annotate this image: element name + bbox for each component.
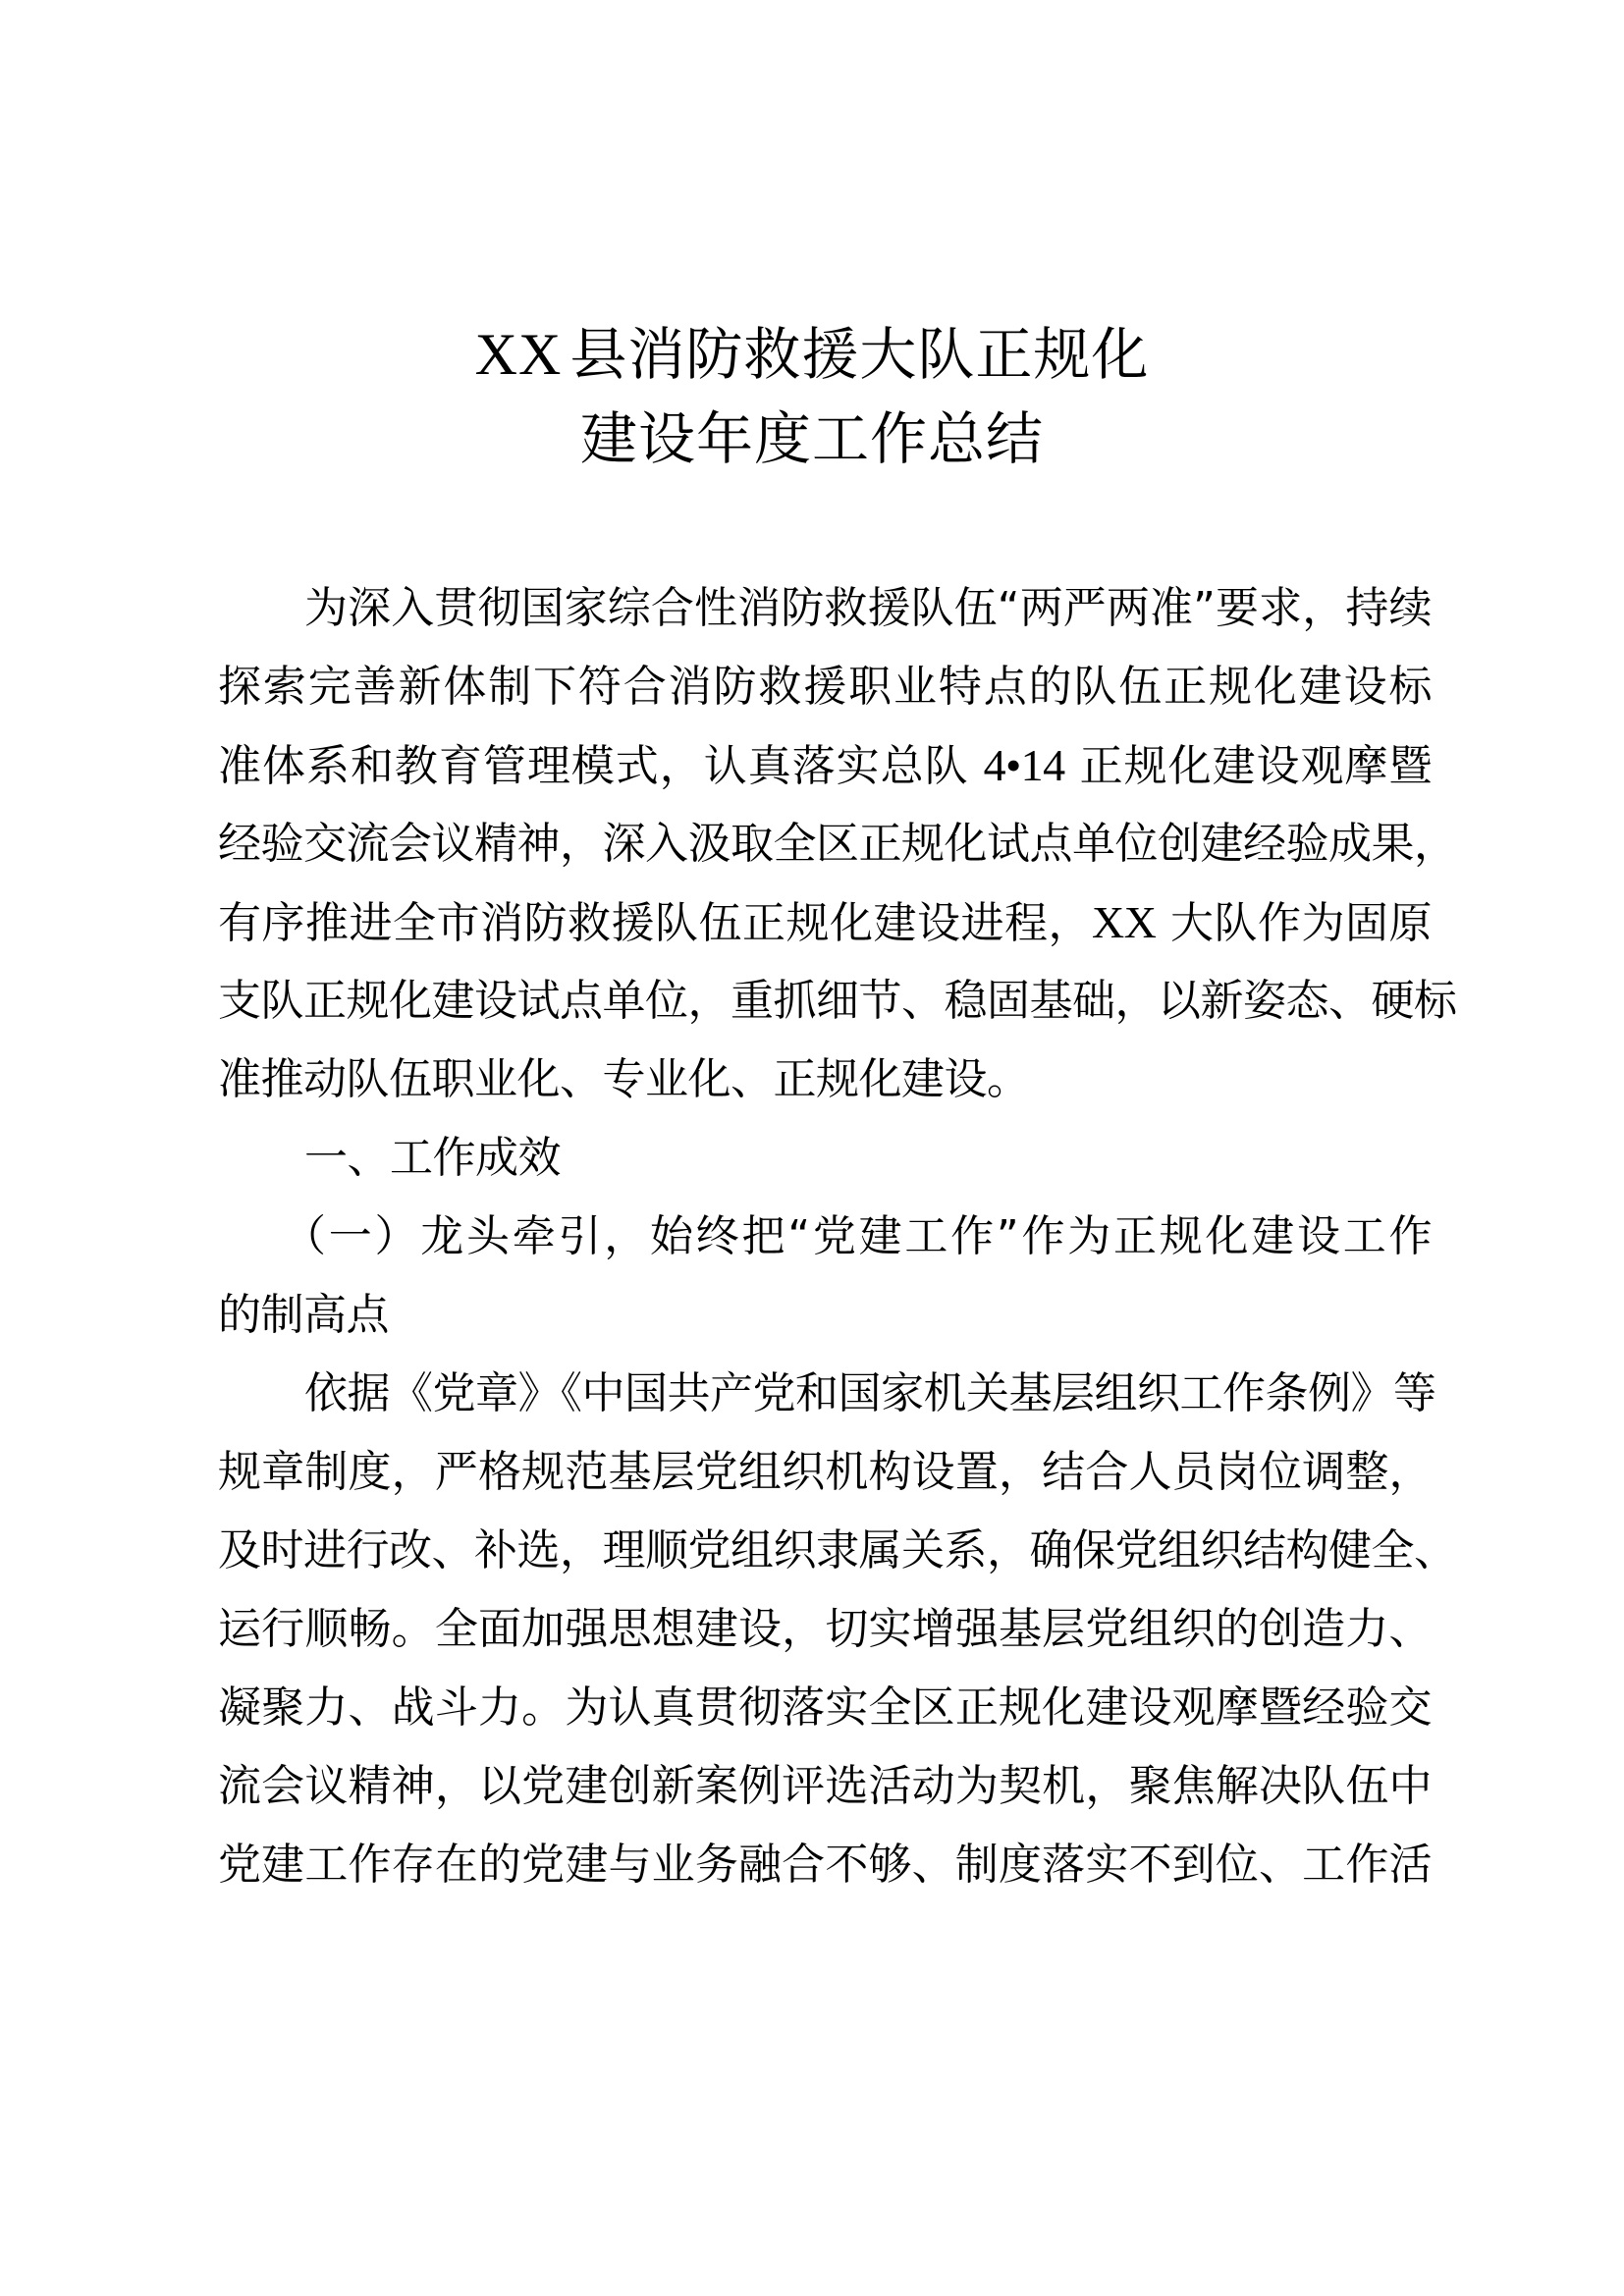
text-span: 大队作为固原 — [1156, 898, 1432, 948]
text-line: 规章制度，严格规范基层党组织机构设置，结合人员岗位调整， — [218, 1447, 1432, 1497]
paragraph-subsection-body — [218, 1355, 1457, 1904]
text-line: 及时进行改、补选，理顺党组织隶属关系，确保党组织结构健全、 — [218, 1525, 1457, 1575]
date-reference: 4•14 — [983, 740, 1065, 790]
text-line: 经验交流会议精神，深入汲取全区正规化试点单位创建经验成果， — [218, 819, 1457, 869]
text-span: 准体系和教育管理模式，认真落实总队 — [218, 741, 984, 791]
subsection-heading-text: （一）龙头牵引，始终把“党建工作”作为正规化建设工作 — [283, 1211, 1432, 1261]
text-line: 党建工作存在的党建与业务融合不够、制度落实不到位、工作活 — [218, 1840, 1432, 1890]
text-line: 探索完善新体制下符合消防救援职业特点的队伍正规化建设标 — [218, 662, 1432, 712]
document-body — [218, 569, 1457, 1904]
text-span: 正规化建设观摩暨 — [1064, 741, 1432, 791]
section-heading — [218, 1119, 1432, 1198]
title-line-1 — [0, 312, 1624, 397]
text-line: 支队正规化建设试点单位，重抓细节、稳固基础，以新姿态、硬标 — [218, 976, 1457, 1026]
section-heading-text: 一、工作成效 — [304, 1133, 561, 1183]
text-line: 为深入贯彻国家综合性消防救援队伍“两严两准”要求，持续 — [304, 583, 1432, 633]
text-span: 有序推进全市消防救援队伍正规化建设进程， — [218, 898, 1093, 948]
text-line: 依据《党章》《中国共产党和国家机关基层组织工作条例》等 — [304, 1368, 1436, 1418]
text-line — [218, 726, 1432, 805]
title-prefix: XX — [474, 322, 563, 387]
subsection-heading-text: 的制高点 — [218, 1290, 389, 1340]
subsection-heading — [218, 1198, 1432, 1355]
title-line-2: 建设年度工作总结 — [579, 405, 1044, 472]
text-line: 凝聚力、战斗力。为认真贯彻落实全区正规化建设观摩暨经验交 — [218, 1682, 1432, 1733]
paragraph-intro — [218, 569, 1457, 1119]
title-line-1-text: 县消防救援大队正规化 — [569, 321, 1150, 388]
document-title — [0, 312, 1624, 481]
unit-placeholder: XX — [1092, 897, 1157, 947]
text-line: 流会议精神，以党建创新案例评选活动为契机，聚焦解决队伍中 — [218, 1761, 1432, 1811]
text-line — [218, 883, 1432, 962]
text-line: 准推动队伍职业化、专业化、正规化建设。 — [218, 1054, 1030, 1104]
text-line: 运行顺畅。全面加强思想建设，切实增强基层党组织的创造力、 — [218, 1604, 1432, 1654]
